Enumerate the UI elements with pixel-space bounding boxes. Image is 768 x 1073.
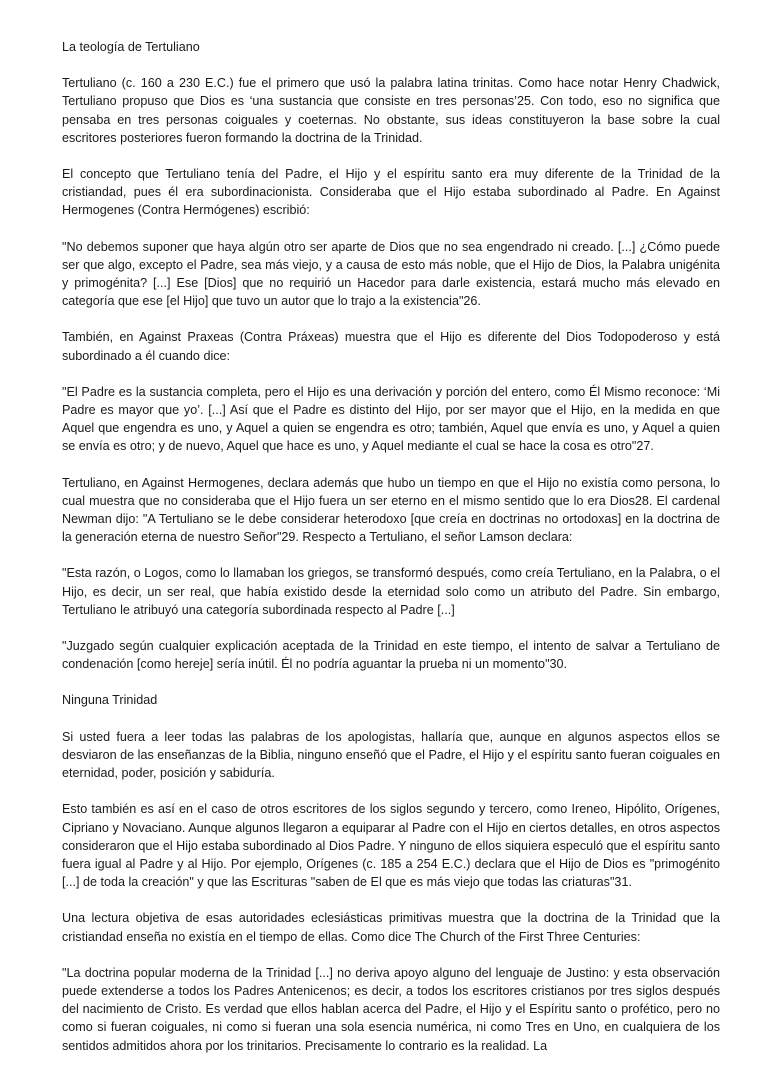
paragraph-4: También, en Against Praxeas (Contra Práxeas) muestra que el Hijo es diferente del Dios Todopoderoso y está subordinado a él cuando dice: (62, 330, 720, 363)
quote-lamson-1: "Esta razón, o Logos, como lo llamaban los griegos, se transformó después, como creía Tertuliano, en la Palabra, o el Hijo, es decir, un ser real, que había existido desde la eternidad solo como un atributo del Padre. Sin embargo, Tertuliano le atribuyó una categoría subordinada respecto al Padre [...] (62, 566, 720, 617)
section-heading-tertullian: La teología de Tertuliano (62, 40, 200, 54)
paragraph-6: Tertuliano, en Against Hermogenes, declara además que hubo un tiempo en que el Hijo no existía como persona, lo cual muestra que no consideraba que el Hijo fuera un ser eterno en el mismo sentido que lo era Dios28. El cardenal Newman dijo: "A Tertuliano se le debe considerar heterodoxo [que creía en doctrinas no ortodoxas] en la doctrina de la generación eterna de nuestro Señor"29. Respecto a Tertuliano, el señor Lamson declara: (62, 475, 720, 545)
paragraph-9: Si usted fuera a leer todas las palabras de los apologistas, hallaría que, aunque en algunos aspectos ellos se desviaron de las enseñanzas de la Biblia, ninguno enseñó que el Padre, el Hijo y el espíritu santo fueran coiguales en eternidad, poder, posición y sabiduría. (62, 729, 720, 781)
quote-hermogenes: "No debemos suponer que haya algún otro ser aparte de Dios que no sea engendrado ni creado. [...] ¿Cómo puede ser que algo, excepto el Padre, sea más viejo, y a causa de esto más noble, que el Hijo de Dios, la Palabra unigénita y primogénita? [...] Ese [Dios] que no requirió un Hacedor para darle existencia, estará mucho más elevado en categoría que ese [el Hijo] que tuvo un autor que lo trajo a la existencia"26. (62, 239, 720, 309)
quote-praxeas: "El Padre es la sustancia completa, pero el Hijo es una derivación y porción del entero, como Él Mismo reconoce: ‘Mi Padre es mayor que yo’. [...] Así que el Padre es distinto del Hijo, por ser mayor que el Hijo, en la medida en que Aquel que engendra es uno, y Aquel a quien se engendra es otro; también, Aquel que envía es uno, y Aquel a quien se envía es otro; y de nuevo, Aquel que hace es uno, y Aquel mediante el cual se hace la cosa es otro"27. (62, 384, 720, 454)
document-page (62, 38, 720, 1073)
quote-church-first-three-centuries: "La doctrina popular moderna de la Trinidad [...] no deriva apoyo alguno del lenguaje de Justino: y esta observación puede extenderse a todos los Padres Antenicenos; es decir, a todos los escritores cristianos por tres siglos después del nacimiento de Cristo. Es verdad que ellos hablan acerca del Padre, el Hijo y el Espíritu santo o profético, pero no como si fueran coiguales, ni como si fueran una sola esencia numérica, ni como Tres en Uno, en cualquiera de los sentidos admitidos ahora por los trinitarios. Precisamente lo contrario es la realidad. La (62, 965, 720, 1053)
paragraph-2: El concepto que Tertuliano tenía del Padre, el Hijo y el espíritu santo era muy diferente de la Trinidad de la cristiandad, pues él era subordinacionista. Consideraba que el Hijo estaba subordinado al Padre. En Against Hermogenes (Contra Hermógenes) escribió: (62, 167, 720, 218)
paragraph-11: Una lectura objetiva de esas autoridades eclesiásticas primitivas muestra que la doctrina de la Trinidad que la cristiandad enseña no existía en el tiempo de ellas. Como dice The Church of the First Three Centuries: (62, 911, 720, 944)
quote-lamson-2: "Juzgado según cualquier explicación aceptada de la Trinidad en este tiempo, el intento de salvar a Tertuliano de condenación [como hereje] sería inútil. Él no podría aguantar la prueba ni un momento"30. (62, 639, 720, 672)
paragraph-1: Tertuliano (c. 160 a 230 E.C.) fue el primero que usó la palabra latina trinitas. Como hace notar Henry Chadwick, Tertuliano propuso que Dios es ‘una sustancia que consiste en tres personas’25. Con todo, eso no significa que pensaba en tres personas coiguales y coeternas. No obstante, sus ideas constituyeron la base sobre la cual escritores posteriores fueron formando la doctrina de la Trinidad. (62, 76, 720, 145)
section-heading-no-trinity: Ninguna Trinidad (62, 693, 158, 708)
paragraph-10: Esto también es así en el caso de otros escritores de los siglos segundo y tercero, como Ireneo, Hipólito, Orígenes, Cipriano y Novaciano. Aunque algunos llegaron a equiparar al Padre con el Hijo en ciertos detalles, en otros aspectos consideraron que el Hijo estaba subordinado al Dios Padre. Y ninguno de ellos siquiera especuló que el espíritu santo fuera igual al Padre y al Hijo. Por ejemplo, Orígenes (c. 185 a 254 E.C.) declara que el Hijo de Dios es "primogénito [...] de toda la creación" y que las Escrituras "saben de El que es más viejo que todas las criaturas"31. (62, 802, 720, 890)
